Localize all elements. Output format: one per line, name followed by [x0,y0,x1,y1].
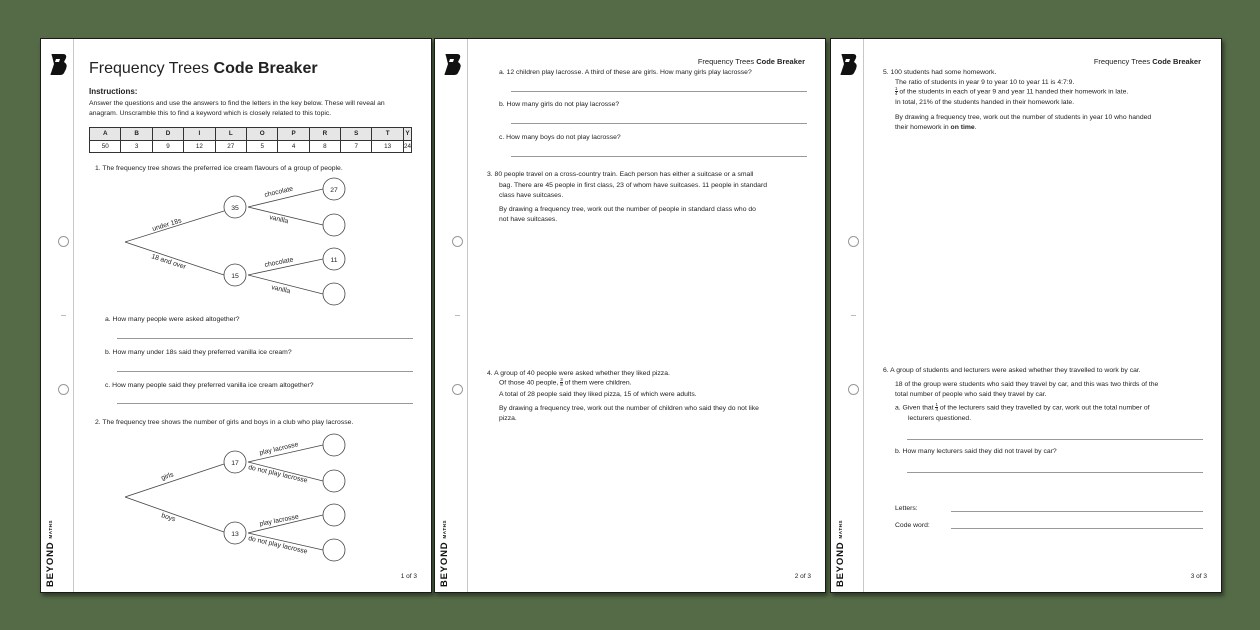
key-letter: Y [403,128,411,141]
page-number: 1 of 3 [400,573,417,580]
question-5-line: The ratio of students in year 9 to year 10 to year 11 is 4:7:9. [895,79,1075,86]
key-value: 5 [247,140,278,153]
tree2-leaf-circle [323,504,345,526]
tree1-branch-label: 18 and over [150,253,187,271]
answer-line[interactable] [511,91,807,92]
tree2-branch-line [125,497,224,532]
key-letter: P [278,128,309,141]
question-4-line: pizza. [499,415,517,422]
key-value: 3 [121,140,152,153]
tree2-leaf-circle [323,470,345,492]
letters-label: Letters: [895,505,918,512]
tree2-leaf-label: play lacrosse [258,441,300,457]
question-1a: a. How many people were asked altogether? [105,316,240,323]
question-2c: c. How many boys do not play lacrosse? [499,134,621,141]
question-5-line: By drawing a frequency tree, work out the number of students in year 10 who handed [895,114,1152,121]
brand-vertical: BEYONDMATHS [439,519,450,587]
key-value: 12 [184,140,215,153]
fraction: $\frac{1}{4}$ [935,402,938,413]
letters-answer-line[interactable] [951,511,1203,512]
answer-line[interactable] [907,472,1203,473]
tree1-leaf-label: vanilla [270,284,291,296]
worksheet-page-3 [830,38,1222,593]
brand-vertical: BEYONDMATHS [45,519,56,587]
key-value: 4 [278,140,309,153]
key-letter: I [184,128,215,141]
tree2-node-value: 17 [231,460,239,467]
question-4-line: Of those 40 people, $\frac{3}{8}$ of them were children. [499,377,632,388]
question-6b: b. How many lecturers said they did not travel by car? [895,448,1057,455]
punch-hole [848,236,859,247]
question-3-line: not have suitcases. [499,216,558,223]
margin-tick [455,315,460,316]
page-number: 3 of 3 [1190,573,1207,580]
tree1-leaf-label: chocolate [263,185,294,199]
tree1-leaf-value: 11 [330,257,338,264]
tree1-leaf-label: chocolate [264,256,294,269]
question-2-text: 2. The frequency tree shows the number of girls and boys in a club who play lacrosse. [95,419,354,426]
codeword-label: Code word: [895,522,930,529]
fraction: $\frac{3}{8}$ [560,377,563,388]
tree1-node-value: 35 [231,205,239,212]
key-letter: D [152,128,183,141]
key-value: 27 [215,140,246,153]
margin-line [863,39,864,592]
running-header: Frequency Trees Code Breaker [697,57,805,66]
key-value: 8 [309,140,340,153]
question-1-text: 1. The frequency tree shows the preferred ice cream flavours of a group of people. [95,165,343,172]
punch-hole [848,384,859,395]
frequency-tree-2 [41,39,432,593]
instructions-heading: Instructions: [89,87,138,96]
tree2-branch-line [125,464,224,497]
key-letter: A [90,128,121,141]
margin-line [467,39,468,592]
tree2-leaf-label: do not play lacrosse [247,464,309,485]
answer-line[interactable] [511,123,807,124]
key-value: 24 [403,140,411,153]
question-6a-line2: lecturers questioned. [908,415,972,422]
key-letter: L [215,128,246,141]
answer-line[interactable] [511,156,807,157]
margin-tick [851,315,856,316]
question-1c: c. How many people said they preferred vanilla ice cream altogether? [105,382,314,389]
fraction: $\frac{1}{4}$ [895,86,898,97]
question-5-line: 5. 100 students had some homework. [883,69,997,76]
key-letter: T [372,128,403,141]
question-3-line: 3. 80 people travel on a cross-country train. Each person has either a suitcase or a small [487,171,754,178]
question-5-line: In total, 21% of the students handed in their homework late. [895,99,1075,106]
question-6-line: total number of people who said they travel by car. [895,391,1047,398]
brand-vertical: BEYONDMATHS [835,519,846,587]
question-4-line: A total of 28 people said they liked pizza, 15 of which were adults. [499,391,697,398]
question-5-line: $\frac{1}{4}$ of the students in each of year 9 and year 11 handed their homework in late. [895,86,1129,97]
punch-hole [452,236,463,247]
page-title: Frequency Trees Code Breaker [89,60,318,77]
question-3-line: class have suitcases. [499,192,564,199]
tree2-leaf-label: do not play lacrosse [247,535,309,556]
key-value: 50 [90,140,121,153]
key-value: 7 [341,140,372,153]
tree2-branch-label: boys [160,512,177,524]
question-2a: a. 12 children play lacrosse. A third of these are girls. How many girls play lacrosse? [499,69,752,76]
beyond-logo-icon [443,52,463,76]
tree1-node-value: 15 [231,273,239,280]
tree2-leaf-circle [323,434,345,456]
running-header: Frequency Trees Code Breaker [1093,57,1201,66]
tree2-leaf-circle [323,539,345,561]
question-3-line: bag. There are 45 people in first class, 23 of whom have suitcases. 11 people in standard [499,182,768,189]
answer-line[interactable] [907,439,1203,440]
tree1-branch-label: under 18s [151,217,183,233]
tree1-leaf-label: vanilla [268,214,289,226]
instructions-text: Answer the questions and use the answers to find the letters in the key below. These will reveal an anagram. Unscramble this to find a keyword which is closely related to this topic. [89,100,385,117]
question-3-line: By drawing a frequency tree, work out the number of people in standard class who do [499,206,756,213]
key-value: 9 [152,140,183,153]
question-6-line: 18 of the group were students who said they travel by car, and this was two thirds of the [895,381,1159,388]
question-4-line: 4. A group of 40 people were asked whether they liked pizza. [487,370,670,377]
question-4-line: By drawing a frequency tree, work out the number of children who said they do not like [499,405,759,412]
question-6-line: 6. A group of students and lecturers were asked whether they travelled to work by car. [883,367,1141,374]
question-6a: a. Given that $\frac{1}{4}$ of the lecturers said they travelled by car, work out the total number of [895,402,1150,413]
tree2-branch-label: girls [160,471,175,482]
codeword-answer-line[interactable] [951,528,1203,529]
question-5-line: their homework in on time. [895,124,977,131]
key-letter: O [247,128,278,141]
key-letter: R [309,128,340,141]
key-letter: B [121,128,152,141]
tree2-node-value: 13 [231,531,239,538]
key-value: 13 [372,140,403,153]
tree1-leaf-value: 27 [330,187,338,194]
worksheet-page-1 [40,38,432,593]
page-number: 2 of 3 [794,573,811,580]
key-letter: S [341,128,372,141]
punch-hole [452,384,463,395]
question-2b: b. How many girls do not play lacrosse? [499,101,620,108]
tree2-leaf-label: play lacrosse [259,513,300,528]
question-1b: b. How many under 18s said they preferred vanilla ice cream? [105,349,292,356]
beyond-logo-icon [839,52,859,76]
worksheet-page-2 [434,38,826,593]
